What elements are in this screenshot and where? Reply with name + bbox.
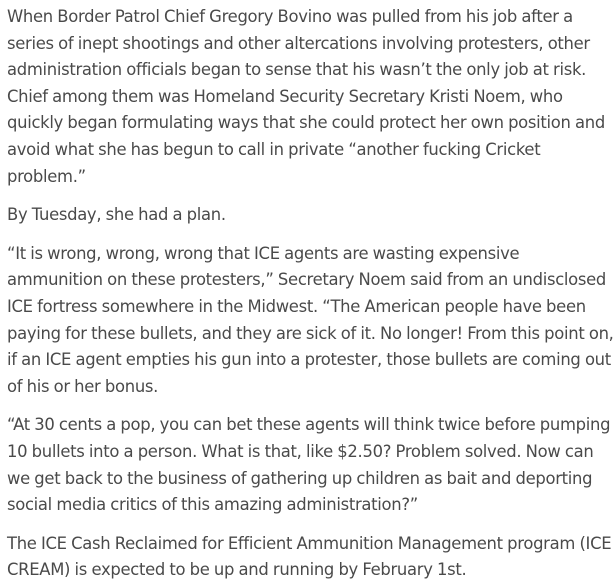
paragraph-noem-quote: “It is wrong, wrong, wrong that ICE agents are wasting expensive ammunition on these protesters,” Secretary Noem said from an undisclosed ICE fortress somewhere in the Midwest. “The American people have been paying for these bullets, and they are sick of it. No longer! From this point on, if an ICE agent empties his gun into a protester, those bullets are coming out of his or her bonus. [7, 243, 614, 396]
paragraph-bovino-pulled: When Border Patrol Chief Gregory Bovino was pulled from his job after a series of inept shootings and other altercations involving protesters, other administration officials began to sense that his wasn’t the only job at risk. Chief among them was Homeland Security Secretary Kristi Noem, who quickly began formulating ways that she could protect her own position and avoid what she has begun to call in private “another fucking Cricket problem.” [7, 7, 605, 186]
paragraph-tuesday-plan: By Tuesday, she had a plan. [7, 205, 226, 225]
paragraph-cost-quote: “At 30 cents a pop, you can bet these agents will think twice before pumping 10 bullets into a person. What is that, like $2.50? Problem solved. Now can we get back to the business of gathering up children as bait and deporting social media critics of this amazing administration?” [7, 415, 611, 515]
paragraph-ice-cream-program: The ICE Cash Reclaimed for Efficient Ammunition Management program (ICE CREAM) is expected to be up and running by February 1st. [7, 533, 612, 580]
